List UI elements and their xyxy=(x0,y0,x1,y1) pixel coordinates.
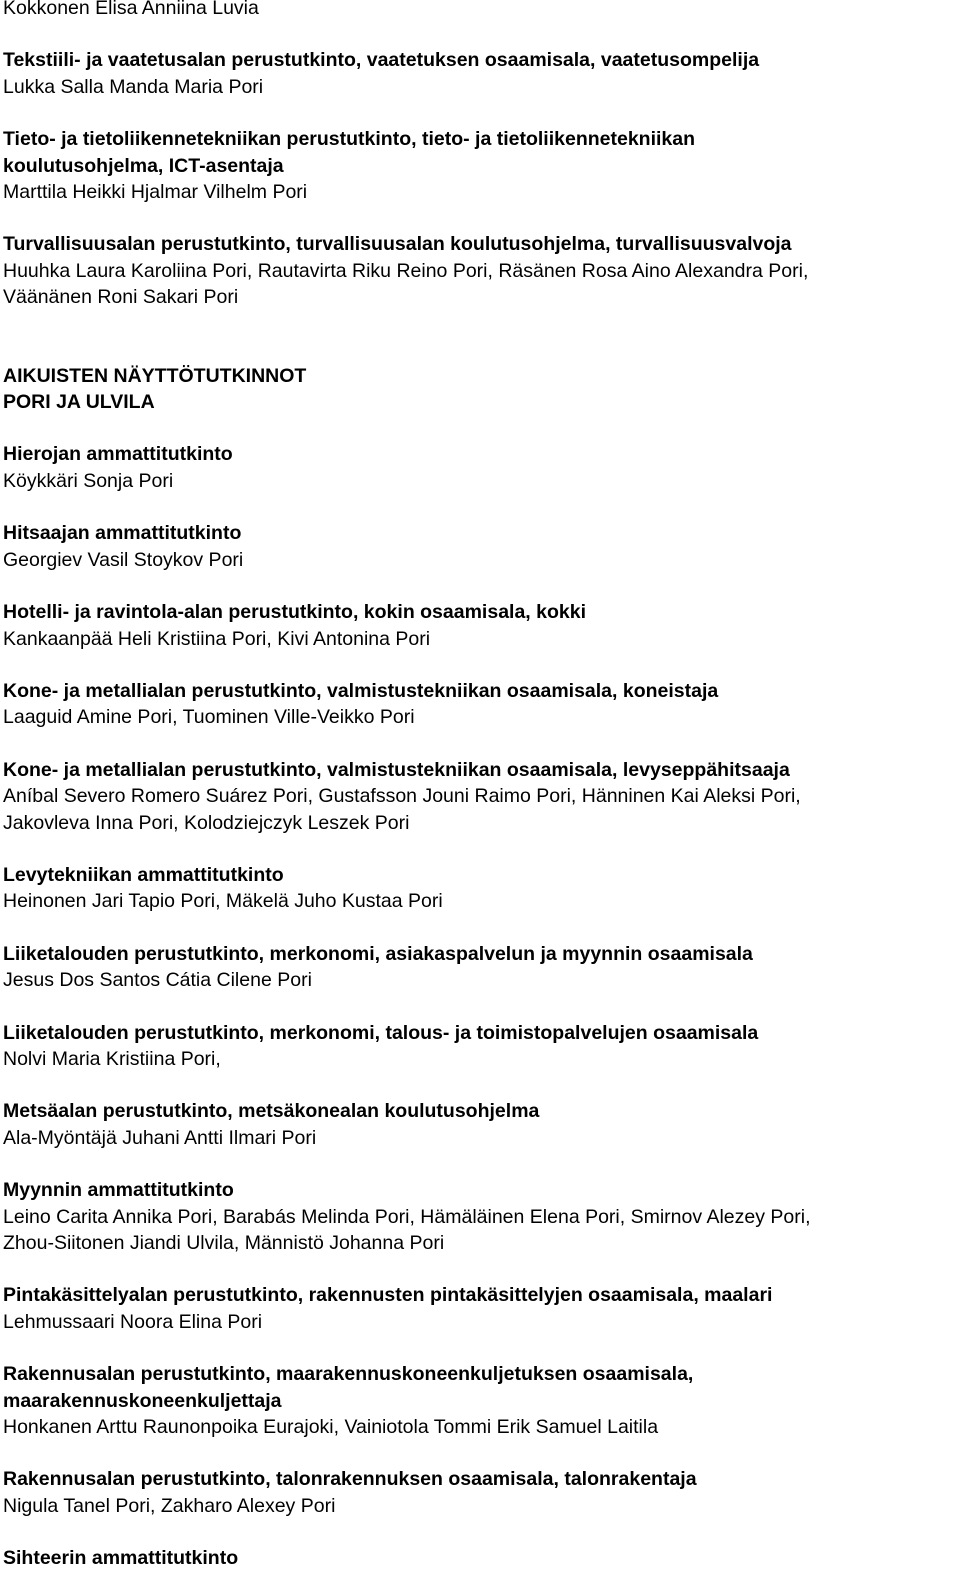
section-levytekniikka xyxy=(3,862,958,915)
section-merkonomi-talous xyxy=(3,1020,958,1073)
section-heading: koulutusohjelma, ICT-asentaja xyxy=(3,154,284,177)
name-line: Väänänen Roni Sakari Pori xyxy=(3,286,239,309)
section-heading: Rakennusalan perustutkinto, talonrakennuksen osaamisala, talonrakentaja xyxy=(3,1468,697,1491)
section-merkonomi-asiakaspalvelu xyxy=(3,941,958,994)
name-line: Georgiev Vasil Stoykov Pori xyxy=(3,548,244,571)
section-koneistaja xyxy=(3,678,958,731)
section-heading: Kone- ja metallialan perustutkinto, valmistustekniikan osaamisala, koneistaja xyxy=(3,679,719,702)
section-heading: Liiketalouden perustutkinto, merkonomi, asiakaspalvelun ja myynnin osaamisala xyxy=(3,942,753,965)
section-maalari xyxy=(3,1282,958,1335)
main-heading-line: PORI JA ULVILA xyxy=(3,391,155,414)
section-heading: maarakennuskoneenkuljettaja xyxy=(3,1389,282,1412)
section-metsakone xyxy=(3,1098,958,1151)
section-heading: Tekstiili- ja vaatetusalan perustutkinto, vaatetuksen osaamisala, vaatetusompelija xyxy=(3,49,760,72)
name-line: Honkanen Arttu Raunonpoika Eurajoki, Vainiotola Tommi Erik Samuel Laitila xyxy=(3,1416,659,1439)
section-heading: Turvallisuusalan perustutkinto, turvallisuusalan koulutusohjelma, turvallisuusvalvoja xyxy=(3,233,792,256)
name-line: Laaguid Amine Pori, Tuominen Ville-Veikko Pori xyxy=(3,706,415,729)
section-heading: Hotelli- ja ravintola-alan perustutkinto, kokin osaamisala, kokki xyxy=(3,601,587,624)
name-line: Kokkonen Elisa Anniina Luvia xyxy=(3,0,259,19)
section-heading: Metsäalan perustutkinto, metsäkonealan koulutusohjelma xyxy=(3,1100,540,1123)
section-heading: Sihteerin ammattitutkinto xyxy=(3,1547,239,1570)
section-heading: Hitsaajan ammattitutkinto xyxy=(3,522,242,545)
name-line: Jakovleva Inna Pori, Kolodziejczyk Leszek Pori xyxy=(3,811,410,834)
name-line: Zhou-Siitonen Jiandi Ulvila, Männistö Johanna Pori xyxy=(3,1232,445,1254)
name-line: Heinonen Jari Tapio Pori, Mäkelä Juho Kustaa Pori xyxy=(3,890,443,913)
name-line: Lehmussaari Noora Elina Pori xyxy=(3,1310,263,1333)
section-heading: Myynnin ammattitutkinto xyxy=(3,1179,234,1202)
name-line: Nigula Tanel Pori, Zakharo Alexey Pori xyxy=(3,1494,336,1517)
section-heading: Hierojan ammattitutkinto xyxy=(3,443,233,466)
name-line: Köykkäri Sonja Pori xyxy=(3,469,174,492)
name-line: Huuhka Laura Karoliina Pori, Rautavirta Riku Reino Pori, Räsänen Rosa Aino Alexandra Pori, xyxy=(3,259,809,282)
section-heading: Kone- ja metallialan perustutkinto, valmistustekniikan osaamisala, levyseppähitsaaja xyxy=(3,758,790,781)
section-hieroja xyxy=(3,441,958,494)
section-maarakennus xyxy=(3,1361,958,1440)
section-heading: Levytekniikan ammattitutkinto xyxy=(3,863,284,886)
name-line: Marttila Heikki Hjalmar Vilhelm Pori xyxy=(3,181,308,204)
document-page xyxy=(3,0,958,1572)
name-line: Aníbal Severo Romero Suárez Pori, Gustafsson Jouni Raimo Pori, Hänninen Kai Aleksi Pori, xyxy=(3,785,801,808)
section-heading: Rakennusalan perustutkinto, maarakennuskoneenkuljetuksen osaamisala, xyxy=(3,1363,694,1386)
section-continued xyxy=(3,0,958,21)
name-line: Leino Carita Annika Pori, Barabás Melinda Pori, Hämäläinen Elena Pori, Smirnov Alezey Pori, xyxy=(3,1205,811,1228)
section-talonrakentaja xyxy=(3,1466,958,1519)
section-sihteeri xyxy=(3,1545,958,1571)
section-heading: Liiketalouden perustutkinto, merkonomi, talous- ja toimistopalvelujen osaamisala xyxy=(3,1021,759,1044)
section-heading: Tieto- ja tietoliikennetekniikan perustutkinto, tieto- ja tietoliikennetekniikan xyxy=(3,128,696,151)
section-hitsaaja xyxy=(3,520,958,573)
name-line: Jesus Dos Santos Cátia Cilene Pori xyxy=(3,969,312,992)
name-line: Lukka Salla Manda Maria Pori xyxy=(3,75,264,98)
section-myynti xyxy=(3,1177,958,1256)
section-kokki xyxy=(3,599,958,652)
main-heading xyxy=(3,363,958,416)
name-line: Kankaanpää Heli Kristiina Pori, Kivi Antonina Pori xyxy=(3,627,431,650)
name-line: Ala-Myöntäjä Juhani Antti Ilmari Pori xyxy=(3,1126,317,1149)
section-heading: Pintakäsittelyalan perustutkinto, rakennusten pintakäsittelyjen osaamisala, maalari xyxy=(3,1284,773,1307)
section-vaatetus xyxy=(3,47,958,100)
section-turvallisuus xyxy=(3,231,958,310)
main-heading-line: AIKUISTEN NÄYTTÖTUTKINNOT xyxy=(3,364,307,387)
section-ict xyxy=(3,126,958,205)
name-line: Nolvi Maria Kristiina Pori, xyxy=(3,1047,221,1070)
section-levyseppahitsaaja xyxy=(3,757,958,836)
